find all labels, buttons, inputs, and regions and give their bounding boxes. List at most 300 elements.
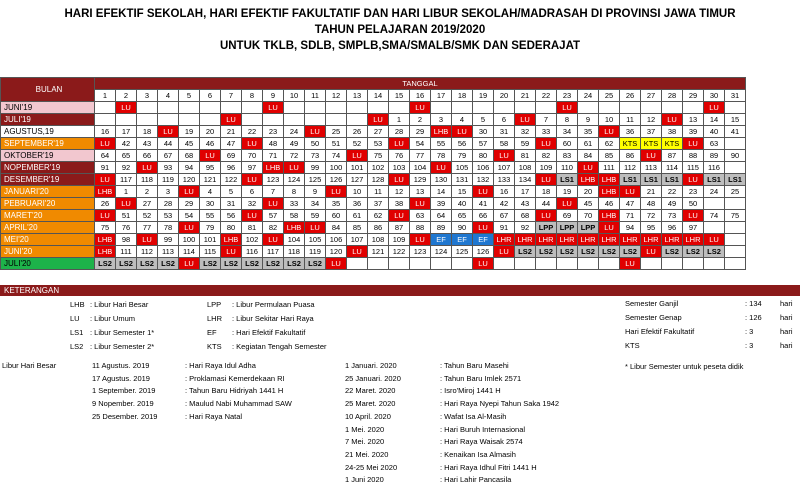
month-label: AGUSTUS,19 bbox=[1, 126, 95, 138]
day-number: 17 bbox=[431, 90, 452, 102]
day-cell: LHR bbox=[662, 234, 683, 246]
day-cell: LU bbox=[536, 174, 557, 186]
day-cell: 58 bbox=[494, 138, 515, 150]
day-cell: LU bbox=[683, 210, 704, 222]
day-cell: 63 bbox=[704, 138, 725, 150]
day-cell: 52 bbox=[347, 138, 368, 150]
day-cell: LHR bbox=[557, 234, 578, 246]
day-cell bbox=[452, 102, 473, 114]
day-cell: 71 bbox=[263, 150, 284, 162]
day-cell: 84 bbox=[578, 150, 599, 162]
day-cell: LU bbox=[536, 210, 557, 222]
day-number: 24 bbox=[578, 90, 599, 102]
day-cell: 84 bbox=[326, 222, 347, 234]
day-cell: LU bbox=[179, 258, 200, 270]
legend-text: : Libur Semester 1* bbox=[90, 328, 155, 337]
day-number: 8 bbox=[242, 90, 263, 102]
day-cell bbox=[368, 258, 389, 270]
day-cell: LS2 bbox=[158, 258, 179, 270]
legend-text: : Libur Umum bbox=[90, 314, 136, 323]
month-label: APRIL'20 bbox=[1, 222, 95, 234]
day-cell: 25 bbox=[326, 126, 347, 138]
day-cell: 1 bbox=[116, 186, 137, 198]
day-cell bbox=[536, 258, 557, 270]
day-cell: 75 bbox=[725, 210, 746, 222]
day-cell: 114 bbox=[179, 246, 200, 258]
day-cell bbox=[95, 102, 116, 114]
summary-unit: hari bbox=[780, 327, 793, 336]
day-cell: 71 bbox=[620, 210, 641, 222]
day-cell: 44 bbox=[536, 198, 557, 210]
day-cell: 97 bbox=[242, 162, 263, 174]
day-cell bbox=[137, 114, 158, 126]
day-cell: 42 bbox=[116, 138, 137, 150]
day-cell: LHB bbox=[221, 234, 242, 246]
day-cell: LU bbox=[284, 162, 305, 174]
day-cell: EF bbox=[473, 234, 494, 246]
day-cell: 9 bbox=[578, 114, 599, 126]
day-cell: LS2 bbox=[242, 258, 263, 270]
holiday-date: 25 Desember. 2019 bbox=[92, 411, 158, 421]
day-cell: LHR bbox=[578, 234, 599, 246]
day-cell: 14 bbox=[431, 186, 452, 198]
day-cell bbox=[347, 102, 368, 114]
day-cell: 55 bbox=[431, 138, 452, 150]
month-row bbox=[1, 138, 746, 150]
day-cell: 79 bbox=[200, 222, 221, 234]
day-cell: 81 bbox=[242, 222, 263, 234]
day-cell: 123 bbox=[410, 246, 431, 258]
day-cell: 72 bbox=[284, 150, 305, 162]
day-cell bbox=[704, 198, 725, 210]
day-cell: 119 bbox=[305, 246, 326, 258]
day-cell: 87 bbox=[662, 150, 683, 162]
day-cell: 121 bbox=[200, 174, 221, 186]
day-cell bbox=[200, 102, 221, 114]
legend-text: : Hari Efektif Fakultatif bbox=[232, 328, 306, 337]
day-cell bbox=[725, 234, 746, 246]
day-cell: 5 bbox=[473, 114, 494, 126]
legend-text: : Libur Permulaan Puasa bbox=[232, 300, 315, 309]
month-row bbox=[1, 162, 746, 174]
legend-text: : Libur Semester 2* bbox=[90, 342, 155, 351]
day-cell: LHR bbox=[515, 234, 536, 246]
day-cell: LU bbox=[473, 186, 494, 198]
day-cell: 74 bbox=[326, 150, 347, 162]
day-cell: 113 bbox=[158, 246, 179, 258]
day-cell bbox=[683, 258, 704, 270]
holiday-date: 25 Maret. 2020 bbox=[345, 399, 396, 409]
day-cell: 102 bbox=[368, 162, 389, 174]
day-cell bbox=[662, 258, 683, 270]
day-cell: 61 bbox=[578, 138, 599, 150]
day-cell: 28 bbox=[158, 198, 179, 210]
day-cell: LU bbox=[179, 186, 200, 198]
day-cell: 12 bbox=[389, 186, 410, 198]
day-cell bbox=[137, 102, 158, 114]
day-number: 3 bbox=[137, 90, 158, 102]
day-cell: 8 bbox=[284, 186, 305, 198]
day-cell bbox=[473, 102, 494, 114]
day-cell: 122 bbox=[389, 246, 410, 258]
day-cell: 107 bbox=[347, 234, 368, 246]
day-cell: 39 bbox=[431, 198, 452, 210]
day-cell: LPP bbox=[557, 222, 578, 234]
day-cell: 27 bbox=[368, 126, 389, 138]
legend-code: LHR bbox=[207, 314, 223, 323]
day-cell bbox=[305, 114, 326, 126]
day-cell bbox=[284, 102, 305, 114]
day-cell: 4 bbox=[200, 186, 221, 198]
day-cell: 21 bbox=[641, 186, 662, 198]
summary-unit: hari bbox=[780, 341, 793, 350]
day-cell: 85 bbox=[599, 150, 620, 162]
day-cell bbox=[494, 102, 515, 114]
holiday-name: : Hari Raya Idhul Fitri 1441 H bbox=[440, 462, 537, 472]
day-cell: 111 bbox=[599, 162, 620, 174]
day-cell: 59 bbox=[515, 138, 536, 150]
day-cell: 53 bbox=[158, 210, 179, 222]
holiday-name: : Hari Raya Idul Adha bbox=[185, 361, 256, 370]
day-cell: 47 bbox=[221, 138, 242, 150]
day-cell: LU bbox=[137, 162, 158, 174]
day-cell: 69 bbox=[557, 210, 578, 222]
day-cell: 107 bbox=[494, 162, 515, 174]
day-cell bbox=[599, 258, 620, 270]
day-cell: LU bbox=[578, 162, 599, 174]
calendar-table bbox=[0, 77, 746, 270]
day-cell: LU bbox=[431, 162, 452, 174]
summary-value: : 3 bbox=[745, 327, 754, 336]
day-cell: LU bbox=[389, 174, 410, 186]
day-cell: 33 bbox=[284, 198, 305, 210]
day-cell: LHB bbox=[95, 246, 116, 258]
day-cell: LHR bbox=[494, 234, 515, 246]
day-cell bbox=[515, 258, 536, 270]
day-cell: LS2 bbox=[305, 258, 326, 270]
month-label: NOPEMBER'19 bbox=[1, 162, 95, 174]
day-cell: LS2 bbox=[704, 246, 725, 258]
day-cell: LS2 bbox=[95, 258, 116, 270]
day-number: 23 bbox=[557, 90, 578, 102]
day-cell: 100 bbox=[179, 234, 200, 246]
day-cell: 21 bbox=[221, 126, 242, 138]
day-cell: 86 bbox=[368, 222, 389, 234]
day-cell: LU bbox=[305, 222, 326, 234]
day-cell: 17 bbox=[116, 126, 137, 138]
day-cell: 88 bbox=[410, 222, 431, 234]
day-cell: 98 bbox=[116, 234, 137, 246]
summary-label: Semester Genap bbox=[625, 313, 682, 322]
day-cell: 18 bbox=[137, 126, 158, 138]
summary-unit: hari bbox=[780, 313, 793, 322]
month-row bbox=[1, 174, 746, 186]
day-cell: 106 bbox=[326, 234, 347, 246]
day-number: 13 bbox=[347, 90, 368, 102]
day-cell: 60 bbox=[557, 138, 578, 150]
day-cell: LS1 bbox=[641, 174, 662, 186]
day-cell bbox=[326, 114, 347, 126]
day-cell: 41 bbox=[725, 126, 746, 138]
day-number: 11 bbox=[305, 90, 326, 102]
holiday-date: 17 Agustus. 2019 bbox=[92, 373, 150, 383]
tanggal-header: TANGGAL bbox=[95, 78, 746, 90]
day-number: 28 bbox=[662, 90, 683, 102]
day-cell: 114 bbox=[662, 162, 683, 174]
day-cell: 65 bbox=[116, 150, 137, 162]
day-cell: 104 bbox=[410, 162, 431, 174]
holiday-name: : Isro'Miroj 1441 H bbox=[440, 386, 501, 396]
day-cell: 50 bbox=[305, 138, 326, 150]
summary-label: Hari Efektif Fakultatif bbox=[625, 327, 695, 336]
holiday-date: 7 Mei. 2020 bbox=[345, 437, 385, 447]
day-cell: 99 bbox=[158, 234, 179, 246]
day-cell: 56 bbox=[221, 210, 242, 222]
day-cell: 113 bbox=[641, 162, 662, 174]
day-cell: LU bbox=[242, 174, 263, 186]
day-cell: 20 bbox=[578, 186, 599, 198]
day-cell: LU bbox=[599, 126, 620, 138]
day-cell: LS2 bbox=[620, 246, 641, 258]
day-number: 20 bbox=[494, 90, 515, 102]
day-cell: 125 bbox=[305, 174, 326, 186]
day-cell: LS2 bbox=[221, 258, 242, 270]
day-cell bbox=[158, 102, 179, 114]
day-cell: 3 bbox=[158, 186, 179, 198]
day-cell: 85 bbox=[347, 222, 368, 234]
day-cell: LU bbox=[599, 222, 620, 234]
day-cell: LU bbox=[494, 246, 515, 258]
day-number: 7 bbox=[221, 90, 242, 102]
month-label: JULI'20 bbox=[1, 258, 95, 270]
month-label: JUNI'19 bbox=[1, 102, 95, 114]
month-label: OKTOBER'19 bbox=[1, 150, 95, 162]
day-cell bbox=[116, 114, 137, 126]
legend-code: LHB bbox=[70, 300, 85, 309]
day-cell: LU bbox=[95, 138, 116, 150]
day-cell: LU bbox=[326, 186, 347, 198]
day-cell: LU bbox=[410, 102, 431, 114]
day-cell: 49 bbox=[284, 138, 305, 150]
day-cell: 92 bbox=[116, 162, 137, 174]
day-cell: 30 bbox=[200, 198, 221, 210]
day-cell bbox=[725, 246, 746, 258]
page-subtitle-2: UNTUK TKLB, SDLB, SMPLB,SMA/SMALB/SMK DAN SEDERAJAT bbox=[219, 40, 581, 52]
holiday-name: : Maulud Nabi Muhammad SAW bbox=[185, 399, 292, 409]
day-number: 1 bbox=[95, 90, 116, 102]
day-cell: 60 bbox=[326, 210, 347, 222]
day-cell: 32 bbox=[242, 198, 263, 210]
legend-code: LU bbox=[70, 314, 80, 323]
summary-value: : 134 bbox=[745, 299, 762, 308]
day-cell: 18 bbox=[536, 186, 557, 198]
day-cell: 31 bbox=[494, 126, 515, 138]
day-cell: 29 bbox=[179, 198, 200, 210]
day-number: 22 bbox=[536, 90, 557, 102]
day-cell: 82 bbox=[536, 150, 557, 162]
day-cell bbox=[557, 258, 578, 270]
day-cell: 76 bbox=[116, 222, 137, 234]
day-number: 19 bbox=[473, 90, 494, 102]
day-cell: 105 bbox=[305, 234, 326, 246]
day-cell: LS2 bbox=[578, 246, 599, 258]
day-cell bbox=[284, 114, 305, 126]
day-cell: 76 bbox=[389, 150, 410, 162]
day-cell: 116 bbox=[704, 162, 725, 174]
day-cell: LU bbox=[704, 102, 725, 114]
day-cell: 22 bbox=[662, 186, 683, 198]
day-cell bbox=[662, 102, 683, 114]
day-cell: 24 bbox=[704, 186, 725, 198]
day-cell: LU bbox=[95, 174, 116, 186]
day-cell: 94 bbox=[179, 162, 200, 174]
day-cell: 128 bbox=[368, 174, 389, 186]
day-cell: 69 bbox=[221, 150, 242, 162]
day-cell: 112 bbox=[137, 246, 158, 258]
day-number: 14 bbox=[368, 90, 389, 102]
day-cell: LHR bbox=[620, 234, 641, 246]
day-cell: LU bbox=[662, 114, 683, 126]
day-cell: 40 bbox=[704, 126, 725, 138]
day-cell bbox=[641, 102, 662, 114]
legend-text: : Libur Sekitar Hari Raya bbox=[232, 314, 314, 323]
legend-code: LS1 bbox=[70, 328, 84, 337]
day-cell: 45 bbox=[578, 198, 599, 210]
day-cell: LU bbox=[95, 210, 116, 222]
day-cell: 78 bbox=[431, 150, 452, 162]
day-cell: 57 bbox=[263, 210, 284, 222]
day-cell: 29 bbox=[410, 126, 431, 138]
day-cell: LU bbox=[410, 234, 431, 246]
day-cell: 97 bbox=[683, 222, 704, 234]
day-cell: 34 bbox=[305, 198, 326, 210]
day-cell: LU bbox=[683, 174, 704, 186]
day-cell: LU bbox=[473, 258, 494, 270]
day-cell: 49 bbox=[662, 198, 683, 210]
day-cell: 81 bbox=[515, 150, 536, 162]
day-cell: 4 bbox=[452, 114, 473, 126]
day-cell: 125 bbox=[452, 246, 473, 258]
day-cell: 67 bbox=[494, 210, 515, 222]
page-title: HARI EFEKTIF SEKOLAH, HARI EFEKTIF FAKULTATIF DAN HARI LIBUR SEKOLAH/MADRASAH DI PROVINSI JAWA TIMUR bbox=[64, 8, 736, 20]
day-cell: LU bbox=[305, 126, 326, 138]
day-number: 12 bbox=[326, 90, 347, 102]
month-row bbox=[1, 198, 746, 210]
day-cell: 120 bbox=[179, 174, 200, 186]
day-number: 29 bbox=[683, 90, 704, 102]
day-cell: 39 bbox=[683, 126, 704, 138]
day-cell: LU bbox=[683, 138, 704, 150]
day-cell: 77 bbox=[410, 150, 431, 162]
day-cell: 129 bbox=[410, 174, 431, 186]
day-number: 25 bbox=[599, 90, 620, 102]
day-cell: LS2 bbox=[263, 258, 284, 270]
day-cell: 24 bbox=[284, 126, 305, 138]
month-label: MARET'20 bbox=[1, 210, 95, 222]
day-cell: 42 bbox=[494, 198, 515, 210]
day-cell: 6 bbox=[494, 114, 515, 126]
day-cell: LU bbox=[452, 126, 473, 138]
day-cell: 35 bbox=[578, 126, 599, 138]
day-cell: 38 bbox=[389, 198, 410, 210]
day-cell: 12 bbox=[641, 114, 662, 126]
day-cell: 109 bbox=[389, 234, 410, 246]
holiday-date: 25 Januari. 2020 bbox=[345, 373, 401, 383]
month-label: PEBRUARI'20 bbox=[1, 198, 95, 210]
day-cell: 118 bbox=[284, 246, 305, 258]
month-row bbox=[1, 234, 746, 246]
day-cell bbox=[494, 258, 515, 270]
day-cell: LHB bbox=[599, 174, 620, 186]
keterangan-heading: KETERANGAN bbox=[0, 285, 800, 296]
holiday-name: : Hari Raya Natal bbox=[185, 411, 243, 421]
holiday-name: : Proklamasi Kemerdekaan RI bbox=[185, 373, 285, 383]
month-row bbox=[1, 186, 746, 198]
day-cell: 37 bbox=[368, 198, 389, 210]
day-cell: 26 bbox=[347, 126, 368, 138]
day-cell: 27 bbox=[137, 198, 158, 210]
day-cell: 111 bbox=[116, 246, 137, 258]
day-cell: 33 bbox=[536, 126, 557, 138]
summary-unit: hari bbox=[780, 299, 793, 308]
day-cell: 22 bbox=[242, 126, 263, 138]
day-cell: LHB bbox=[599, 210, 620, 222]
day-cell bbox=[683, 102, 704, 114]
day-cell: 122 bbox=[221, 174, 242, 186]
day-cell: 99 bbox=[305, 162, 326, 174]
day-cell: LS2 bbox=[662, 246, 683, 258]
day-cell bbox=[725, 222, 746, 234]
day-cell bbox=[431, 258, 452, 270]
day-cell: 74 bbox=[704, 210, 725, 222]
day-number: 6 bbox=[200, 90, 221, 102]
day-cell: 124 bbox=[284, 174, 305, 186]
summary-label: Semester Ganjil bbox=[625, 299, 679, 308]
day-cell bbox=[200, 114, 221, 126]
day-cell: LU bbox=[263, 198, 284, 210]
day-cell: 89 bbox=[704, 150, 725, 162]
day-cell: 68 bbox=[515, 210, 536, 222]
day-number: 9 bbox=[263, 90, 284, 102]
day-cell: LU bbox=[242, 138, 263, 150]
day-cell bbox=[704, 222, 725, 234]
month-label: MEI'20 bbox=[1, 234, 95, 246]
day-number: 16 bbox=[410, 90, 431, 102]
day-cell: 16 bbox=[494, 186, 515, 198]
day-cell: LS2 bbox=[557, 246, 578, 258]
day-cell: 34 bbox=[557, 126, 578, 138]
day-cell: KTS bbox=[620, 138, 641, 150]
day-cell: 11 bbox=[620, 114, 641, 126]
day-cell: 115 bbox=[200, 246, 221, 258]
day-cell: 95 bbox=[641, 222, 662, 234]
day-cell: LS2 bbox=[137, 258, 158, 270]
day-cell bbox=[725, 162, 746, 174]
day-cell: 102 bbox=[242, 234, 263, 246]
day-cell: LS2 bbox=[683, 246, 704, 258]
day-cell: LS1 bbox=[725, 174, 746, 186]
day-cell: LU bbox=[200, 150, 221, 162]
day-cell: 70 bbox=[242, 150, 263, 162]
day-cell: 13 bbox=[683, 114, 704, 126]
day-cell: 86 bbox=[620, 150, 641, 162]
day-cell: 119 bbox=[158, 174, 179, 186]
day-cell: 96 bbox=[662, 222, 683, 234]
day-cell: 54 bbox=[179, 210, 200, 222]
day-cell: 23 bbox=[683, 186, 704, 198]
day-cell: 134 bbox=[515, 174, 536, 186]
day-cell: 75 bbox=[368, 150, 389, 162]
